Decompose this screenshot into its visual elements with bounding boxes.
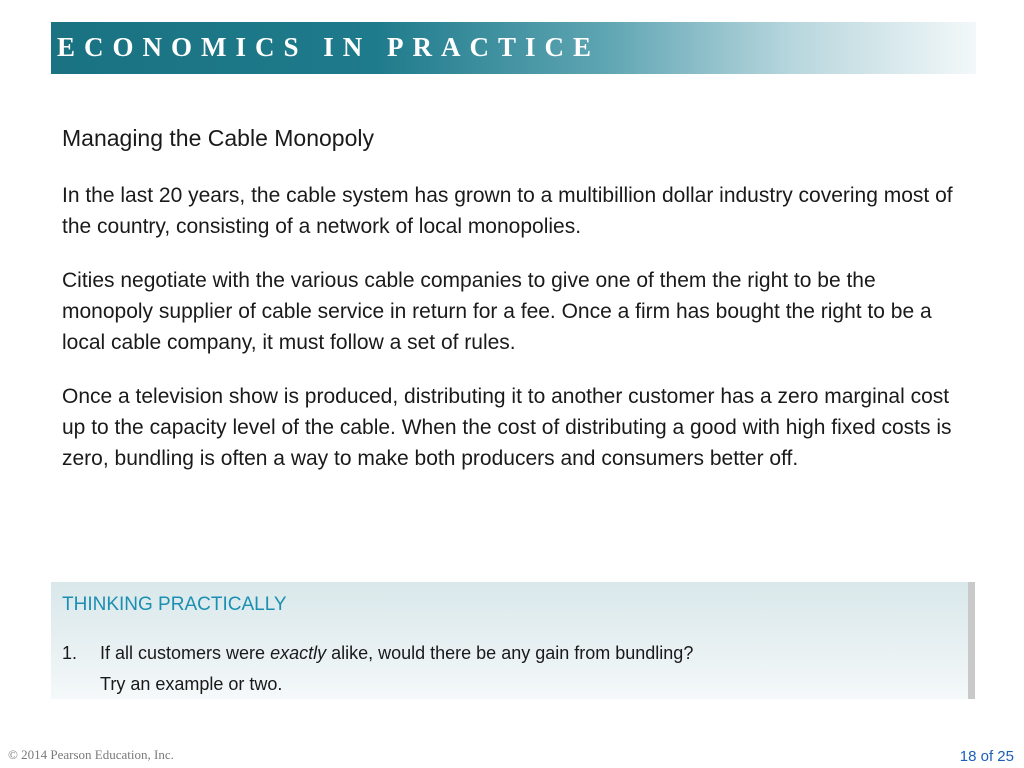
article-heading: Managing the Cable Monopoly — [62, 125, 374, 151]
question-emphasis: exactly — [270, 643, 327, 663]
copyright-notice: © 2014 Pearson Education, Inc. — [8, 747, 174, 762]
paragraph-3: Once a television show is produced, distributing it to another customer has a zero marginal cost up to the capacity level of the cable. When the cost of distributing a good with high fixed costs is zero, bundling is often a way to make both producers and consumers better off. — [62, 385, 952, 470]
question-followup: Try an example or two. — [100, 674, 283, 694]
article-body — [62, 122, 972, 497]
thinking-practically-title: THINKING PRACTICALLY — [62, 594, 287, 615]
banner-title: ECONOMICS IN PRACTICE — [57, 32, 601, 62]
question-text-end: alike, would there be any gain from bundling? — [326, 643, 694, 663]
question-text-start: If all customers were — [100, 643, 271, 663]
question-number: 1. — [62, 643, 78, 663]
section-banner — [51, 22, 976, 74]
paragraph-1: In the last 20 years, the cable system has grown to a multibillion dollar industry covering most of the country, consisting of a network of local monopolies. — [62, 184, 953, 238]
thinking-practically-box — [51, 582, 975, 699]
paragraph-2: Cities negotiate with the various cable companies to give one of them the right to be the monopoly supplier of cable service in return for a fee. Once a firm has bought the right to be a local cable company, it must follow a set of rules. — [62, 269, 932, 354]
page-indicator: 18 of 25 — [959, 748, 1014, 765]
question-text — [100, 638, 930, 700]
